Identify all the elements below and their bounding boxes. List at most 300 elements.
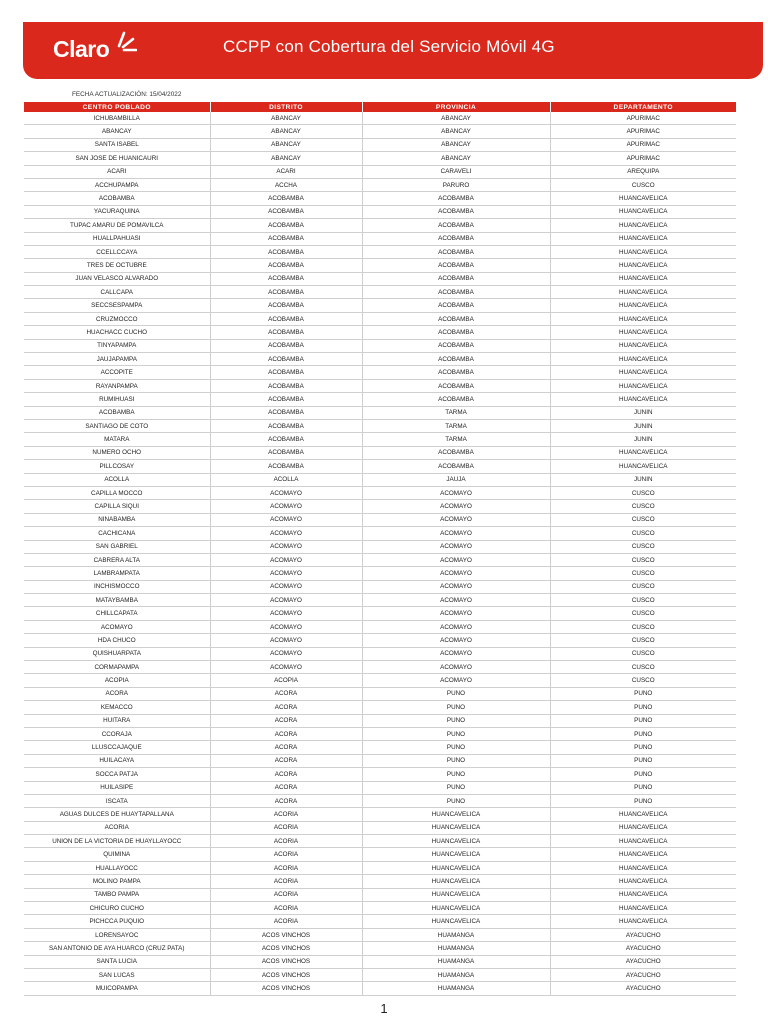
provincia-cell: ACOMAYO — [362, 540, 550, 553]
departamento-cell: HUANCAVELICA — [550, 299, 736, 312]
distrito-cell: ACOS VINCHOS — [210, 969, 362, 982]
distrito-cell: ACOBAMBA — [210, 419, 362, 432]
centro-poblado-cell: ACOBAMBA — [24, 192, 210, 205]
page-title: CCPP con Cobertura del Servicio Móvil 4G — [223, 37, 555, 56]
provincia-cell: ACOBAMBA — [362, 326, 550, 339]
distrito-cell: ACOBAMBA — [210, 245, 362, 258]
provincia-cell: ACOBAMBA — [362, 339, 550, 352]
provincia-cell: HUAMANGA — [362, 942, 550, 955]
distrito-cell: ABANCAY — [210, 138, 362, 151]
table-row — [24, 915, 736, 928]
centro-poblado-cell: ACORA — [24, 687, 210, 700]
distrito-cell: ACOMAYO — [210, 594, 362, 607]
provincia-cell: HUANCAVELICA — [362, 902, 550, 915]
distrito-cell: ACOBAMBA — [210, 286, 362, 299]
distrito-cell: ACOMAYO — [210, 513, 362, 526]
departamento-cell: APURIMAC — [550, 125, 736, 138]
distrito-cell: ACORIA — [210, 875, 362, 888]
centro-poblado-cell: LORENSAYOC — [24, 928, 210, 941]
column-header-provincia: PROVINCIA — [362, 102, 550, 112]
provincia-cell: HUANCAVELICA — [362, 915, 550, 928]
provincia-cell: ACOBAMBA — [362, 299, 550, 312]
departamento-cell: HUANCAVELICA — [550, 286, 736, 299]
centro-poblado-cell: SAN GABRIEL — [24, 540, 210, 553]
distrito-cell: ACORIA — [210, 848, 362, 861]
table-row — [24, 875, 736, 888]
table-body — [24, 112, 736, 995]
departamento-cell: PUNO — [550, 714, 736, 727]
provincia-cell: ACOMAYO — [362, 647, 550, 660]
distrito-cell: ACOBAMBA — [210, 339, 362, 352]
distrito-cell: ACORA — [210, 768, 362, 781]
centro-poblado-cell: PICHCCA PUQUIO — [24, 915, 210, 928]
departamento-cell: PUNO — [550, 794, 736, 807]
table-row — [24, 567, 736, 580]
column-header-centro-poblado: CENTRO POBLADO — [24, 102, 210, 112]
departamento-cell: HUANCAVELICA — [550, 446, 736, 459]
distrito-cell: ACOMAYO — [210, 486, 362, 499]
table-row — [24, 661, 736, 674]
provincia-cell: ACOBAMBA — [362, 379, 550, 392]
table-row — [24, 848, 736, 861]
centro-poblado-cell: MUICOPAMPA — [24, 982, 210, 995]
departamento-cell: HUANCAVELICA — [550, 245, 736, 258]
centro-poblado-cell: CHICURO CUCHO — [24, 902, 210, 915]
distrito-cell: ACOBAMBA — [210, 406, 362, 419]
distrito-cell: ACOBAMBA — [210, 259, 362, 272]
distrito-cell: ACORIA — [210, 888, 362, 901]
centro-poblado-cell: TAMBO PAMPA — [24, 888, 210, 901]
table-row — [24, 620, 736, 633]
distrito-cell: ACOBAMBA — [210, 460, 362, 473]
centro-poblado-cell: TINYAPAMPA — [24, 339, 210, 352]
centro-poblado-cell: SANTA ISABEL — [24, 138, 210, 151]
departamento-cell: APURIMAC — [550, 138, 736, 151]
distrito-cell: ACORIA — [210, 861, 362, 874]
centro-poblado-cell: YACURAQUINA — [24, 205, 210, 218]
departamento-cell: AREQUIPA — [550, 165, 736, 178]
distrito-cell: ABANCAY — [210, 125, 362, 138]
distrito-cell: ACOS VINCHOS — [210, 982, 362, 995]
departamento-cell: HUANCAVELICA — [550, 821, 736, 834]
centro-poblado-cell: MATARA — [24, 433, 210, 446]
table-row — [24, 406, 736, 419]
centro-poblado-cell: KEMACCO — [24, 701, 210, 714]
departamento-cell: AYACUCHO — [550, 955, 736, 968]
update-date: FECHA ACTUALIZACIÓN: 15/04/2022 — [72, 91, 182, 98]
table-row — [24, 607, 736, 620]
distrito-cell: ACOBAMBA — [210, 446, 362, 459]
departamento-cell: HUANCAVELICA — [550, 312, 736, 325]
table-row — [24, 634, 736, 647]
provincia-cell: PUNO — [362, 714, 550, 727]
departamento-cell: AYACUCHO — [550, 928, 736, 941]
distrito-cell: ACOMAYO — [210, 580, 362, 593]
departamento-cell: APURIMAC — [550, 112, 736, 125]
centro-poblado-cell: CACHICANA — [24, 527, 210, 540]
centro-poblado-cell: SAN ANTONIO DE AYA HUARCO (CRUZ PATA) — [24, 942, 210, 955]
provincia-cell: ACOBAMBA — [362, 286, 550, 299]
distrito-cell: ACOMAYO — [210, 620, 362, 633]
departamento-cell: CUSCO — [550, 178, 736, 191]
centro-poblado-cell: TRES DE OCTUBRE — [24, 259, 210, 272]
departamento-cell: PUNO — [550, 727, 736, 740]
distrito-cell: ACORIA — [210, 821, 362, 834]
table-row — [24, 473, 736, 486]
departamento-cell: HUANCAVELICA — [550, 808, 736, 821]
centro-poblado-cell: MATAYBAMBA — [24, 594, 210, 607]
departamento-cell: HUANCAVELICA — [550, 835, 736, 848]
table-row — [24, 245, 736, 258]
centro-poblado-cell: HUALLAYOCC — [24, 861, 210, 874]
provincia-cell: ACOBAMBA — [362, 460, 550, 473]
distrito-cell: ACARI — [210, 165, 362, 178]
provincia-cell: ACOBAMBA — [362, 192, 550, 205]
provincia-cell: ACOMAYO — [362, 500, 550, 513]
table-header-row — [24, 102, 736, 112]
provincia-cell: PUNO — [362, 687, 550, 700]
table-row — [24, 754, 736, 767]
centro-poblado-cell: NUMERO OCHO — [24, 446, 210, 459]
table-row — [24, 192, 736, 205]
departamento-cell: CUSCO — [550, 634, 736, 647]
centro-poblado-cell: ISCATA — [24, 794, 210, 807]
distrito-cell: ACOBAMBA — [210, 433, 362, 446]
centro-poblado-cell: ACOBAMBA — [24, 406, 210, 419]
table-row — [24, 112, 736, 125]
distrito-cell: ACOBAMBA — [210, 353, 362, 366]
provincia-cell: HUANCAVELICA — [362, 821, 550, 834]
departamento-cell: CUSCO — [550, 567, 736, 580]
table-row — [24, 339, 736, 352]
provincia-cell: HUAMANGA — [362, 982, 550, 995]
distrito-cell: ACOBAMBA — [210, 312, 362, 325]
provincia-cell: ABANCAY — [362, 125, 550, 138]
departamento-cell: HUANCAVELICA — [550, 339, 736, 352]
departamento-cell: JUNIN — [550, 419, 736, 432]
table-row — [24, 768, 736, 781]
centro-poblado-cell: HDA CHUCO — [24, 634, 210, 647]
provincia-cell: PUNO — [362, 741, 550, 754]
table-row — [24, 794, 736, 807]
distrito-cell: ACORA — [210, 727, 362, 740]
departamento-cell: AYACUCHO — [550, 982, 736, 995]
centro-poblado-cell: SOCCA PATJA — [24, 768, 210, 781]
departamento-cell: CUSCO — [550, 607, 736, 620]
table-row — [24, 861, 736, 874]
table-row — [24, 366, 736, 379]
distrito-cell: ACOMAYO — [210, 661, 362, 674]
departamento-cell: JUNIN — [550, 473, 736, 486]
table-row — [24, 205, 736, 218]
provincia-cell: PUNO — [362, 781, 550, 794]
distrito-cell: ACOS VINCHOS — [210, 955, 362, 968]
departamento-cell: PUNO — [550, 687, 736, 700]
distrito-cell: ACORA — [210, 781, 362, 794]
table-row — [24, 486, 736, 499]
departamento-cell: CUSCO — [550, 674, 736, 687]
provincia-cell: TARMA — [362, 433, 550, 446]
centro-poblado-cell: LLUSCCAJAQUE — [24, 741, 210, 754]
departamento-cell: CUSCO — [550, 486, 736, 499]
departamento-cell: AYACUCHO — [550, 942, 736, 955]
centro-poblado-cell: ICHUBAMBILLA — [24, 112, 210, 125]
provincia-cell: PUNO — [362, 754, 550, 767]
provincia-cell: ACOMAYO — [362, 527, 550, 540]
departamento-cell: HUANCAVELICA — [550, 219, 736, 232]
claro-rays-icon — [115, 30, 137, 52]
provincia-cell: ACOMAYO — [362, 594, 550, 607]
table-row — [24, 727, 736, 740]
distrito-cell: ACOMAYO — [210, 553, 362, 566]
centro-poblado-cell: SAN JOSE DE HUANICAURI — [24, 152, 210, 165]
table-row — [24, 460, 736, 473]
table-row — [24, 219, 736, 232]
departamento-cell: CUSCO — [550, 500, 736, 513]
distrito-cell: ACOMAYO — [210, 634, 362, 647]
departamento-cell: HUANCAVELICA — [550, 232, 736, 245]
provincia-cell: ACOMAYO — [362, 620, 550, 633]
provincia-cell: ACOBAMBA — [362, 312, 550, 325]
centro-poblado-cell: CRUZMOCCO — [24, 312, 210, 325]
centro-poblado-cell: RUMIHUASI — [24, 393, 210, 406]
table-row — [24, 982, 736, 995]
centro-poblado-cell: ACOLLA — [24, 473, 210, 486]
provincia-cell: PUNO — [362, 794, 550, 807]
departamento-cell: CUSCO — [550, 594, 736, 607]
centro-poblado-cell: SANTIAGO DE COTO — [24, 419, 210, 432]
departamento-cell: HUANCAVELICA — [550, 875, 736, 888]
distrito-cell: ACOLLA — [210, 473, 362, 486]
table-row — [24, 928, 736, 941]
provincia-cell: ACOMAYO — [362, 580, 550, 593]
centro-poblado-cell: JAUJAPAMPA — [24, 353, 210, 366]
distrito-cell: ACOBAMBA — [210, 205, 362, 218]
table-row — [24, 701, 736, 714]
table-row — [24, 259, 736, 272]
distrito-cell: ACOMAYO — [210, 567, 362, 580]
table-row — [24, 125, 736, 138]
distrito-cell: ACORA — [210, 741, 362, 754]
provincia-cell: ACOBAMBA — [362, 205, 550, 218]
table-row — [24, 446, 736, 459]
distrito-cell: ACOBAMBA — [210, 192, 362, 205]
centro-poblado-cell: ACCOPITE — [24, 366, 210, 379]
provincia-cell: HUANCAVELICA — [362, 888, 550, 901]
centro-poblado-cell: ACOMAYO — [24, 620, 210, 633]
centro-poblado-cell: QUIMINA — [24, 848, 210, 861]
departamento-cell: PUNO — [550, 768, 736, 781]
departamento-cell: HUANCAVELICA — [550, 366, 736, 379]
centro-poblado-cell: CAPILLA SIQUI — [24, 500, 210, 513]
table-row — [24, 594, 736, 607]
provincia-cell: ACOBAMBA — [362, 393, 550, 406]
departamento-cell: JUNIN — [550, 406, 736, 419]
departamento-cell: JUNIN — [550, 433, 736, 446]
distrito-cell: ACORA — [210, 754, 362, 767]
table-row — [24, 286, 736, 299]
distrito-cell: ACORIA — [210, 902, 362, 915]
column-header-distrito: DISTRITO — [210, 102, 362, 112]
departamento-cell: CUSCO — [550, 527, 736, 540]
departamento-cell: CUSCO — [550, 540, 736, 553]
departamento-cell: HUANCAVELICA — [550, 393, 736, 406]
provincia-cell: ACOBAMBA — [362, 366, 550, 379]
table-row — [24, 942, 736, 955]
provincia-cell: HUANCAVELICA — [362, 861, 550, 874]
distrito-cell: ACOBAMBA — [210, 232, 362, 245]
provincia-cell: ACOMAYO — [362, 513, 550, 526]
centro-poblado-cell: RAYANPAMPA — [24, 379, 210, 392]
provincia-cell: HUANCAVELICA — [362, 848, 550, 861]
departamento-cell: HUANCAVELICA — [550, 192, 736, 205]
provincia-cell: ACOMAYO — [362, 567, 550, 580]
provincia-cell: HUAMANGA — [362, 928, 550, 941]
departamento-cell: HUANCAVELICA — [550, 460, 736, 473]
departamento-cell: HUANCAVELICA — [550, 353, 736, 366]
centro-poblado-cell: ACOPIA — [24, 674, 210, 687]
distrito-cell: ABANCAY — [210, 112, 362, 125]
provincia-cell: PUNO — [362, 727, 550, 740]
provincia-cell: ACOMAYO — [362, 607, 550, 620]
departamento-cell: APURIMAC — [550, 152, 736, 165]
centro-poblado-cell: MOLINO PAMPA — [24, 875, 210, 888]
provincia-cell: ACOMAYO — [362, 486, 550, 499]
departamento-cell: HUANCAVELICA — [550, 326, 736, 339]
centro-poblado-cell: SAN LUCAS — [24, 969, 210, 982]
table-row — [24, 902, 736, 915]
header-banner — [23, 22, 763, 79]
centro-poblado-cell: UNION DE LA VICTORIA DE HUAYLLAYOCC — [24, 835, 210, 848]
distrito-cell: ACOMAYO — [210, 500, 362, 513]
centro-poblado-cell: HUALLPAHUASI — [24, 232, 210, 245]
centro-poblado-cell: ACCHUPAMPA — [24, 178, 210, 191]
table-row — [24, 353, 736, 366]
table-row — [24, 500, 736, 513]
table-row — [24, 433, 736, 446]
centro-poblado-cell: SECCSESPAMPA — [24, 299, 210, 312]
table-row — [24, 393, 736, 406]
provincia-cell: TARMA — [362, 419, 550, 432]
departamento-cell: HUANCAVELICA — [550, 272, 736, 285]
table-row — [24, 674, 736, 687]
centro-poblado-cell: NINABAMBA — [24, 513, 210, 526]
table-row — [24, 272, 736, 285]
distrito-cell: ACOS VINCHOS — [210, 942, 362, 955]
centro-poblado-cell: AGUAS DULCES DE HUAYTAPALLANA — [24, 808, 210, 821]
centro-poblado-cell: CCORAJA — [24, 727, 210, 740]
provincia-cell: ACOBAMBA — [362, 353, 550, 366]
departamento-cell: HUANCAVELICA — [550, 861, 736, 874]
distrito-cell: ACOMAYO — [210, 540, 362, 553]
provincia-cell: ACOBAMBA — [362, 446, 550, 459]
centro-poblado-cell: ACORIA — [24, 821, 210, 834]
centro-poblado-cell: SANTA LUCIA — [24, 955, 210, 968]
table-row — [24, 835, 736, 848]
provincia-cell: HUAMANGA — [362, 955, 550, 968]
departamento-cell: CUSCO — [550, 553, 736, 566]
departamento-cell: HUANCAVELICA — [550, 902, 736, 915]
distrito-cell: ACORIA — [210, 808, 362, 821]
centro-poblado-cell: ABANCAY — [24, 125, 210, 138]
table-row — [24, 714, 736, 727]
provincia-cell: HUANCAVELICA — [362, 875, 550, 888]
table-row — [24, 513, 736, 526]
table-row — [24, 299, 736, 312]
table-row — [24, 152, 736, 165]
centro-poblado-cell: HUITARA — [24, 714, 210, 727]
distrito-cell: ACOBAMBA — [210, 393, 362, 406]
table-row — [24, 540, 736, 553]
departamento-cell: PUNO — [550, 701, 736, 714]
departamento-cell: CUSCO — [550, 647, 736, 660]
distrito-cell: ACORA — [210, 701, 362, 714]
distrito-cell: ACORIA — [210, 915, 362, 928]
centro-poblado-cell: HUACHACC CUCHO — [24, 326, 210, 339]
table-row — [24, 138, 736, 151]
brand-name: Claro — [53, 36, 110, 62]
departamento-cell: AYACUCHO — [550, 969, 736, 982]
distrito-cell: ACORIA — [210, 835, 362, 848]
column-header-departamento: DEPARTAMENTO — [550, 102, 736, 112]
page-number: 1 — [380, 1001, 388, 1016]
provincia-cell: HUANCAVELICA — [362, 835, 550, 848]
distrito-cell: ACORA — [210, 687, 362, 700]
departamento-cell: HUANCAVELICA — [550, 915, 736, 928]
centro-poblado-cell: INCHISMOCCO — [24, 580, 210, 593]
table-row — [24, 232, 736, 245]
table-row — [24, 969, 736, 982]
provincia-cell: PUNO — [362, 701, 550, 714]
table-row — [24, 955, 736, 968]
provincia-cell: ACOBAMBA — [362, 272, 550, 285]
centro-poblado-cell: TUPAC AMARU DE POMAVILCA — [24, 219, 210, 232]
distrito-cell: ACOPIA — [210, 674, 362, 687]
table-row — [24, 808, 736, 821]
distrito-cell: ACOBAMBA — [210, 219, 362, 232]
centro-poblado-cell: CABRERA ALTA — [24, 553, 210, 566]
distrito-cell: ABANCAY — [210, 152, 362, 165]
departamento-cell: CUSCO — [550, 580, 736, 593]
provincia-cell: HUAMANGA — [362, 969, 550, 982]
departamento-cell: PUNO — [550, 781, 736, 794]
departamento-cell: PUNO — [550, 754, 736, 767]
provincia-cell: ABANCAY — [362, 112, 550, 125]
distrito-cell: ACOMAYO — [210, 607, 362, 620]
centro-poblado-cell: CORMAPAMPA — [24, 661, 210, 674]
provincia-cell: PUNO — [362, 768, 550, 781]
provincia-cell: ACOMAYO — [362, 634, 550, 647]
distrito-cell: ACOBAMBA — [210, 299, 362, 312]
table-row — [24, 527, 736, 540]
centro-poblado-cell: CCELLCCAYA — [24, 245, 210, 258]
table-row — [24, 419, 736, 432]
departamento-cell: CUSCO — [550, 661, 736, 674]
table-row — [24, 741, 736, 754]
departamento-cell: HUANCAVELICA — [550, 259, 736, 272]
provincia-cell: ABANCAY — [362, 138, 550, 151]
provincia-cell: CARAVELI — [362, 165, 550, 178]
provincia-cell: JAUJA — [362, 473, 550, 486]
table-row — [24, 379, 736, 392]
departamento-cell: CUSCO — [550, 513, 736, 526]
distrito-cell: ACOBAMBA — [210, 272, 362, 285]
centro-poblado-cell: QUISHUARPATA — [24, 647, 210, 660]
departamento-cell: HUANCAVELICA — [550, 205, 736, 218]
centro-poblado-cell: ACARI — [24, 165, 210, 178]
provincia-cell: ACOMAYO — [362, 661, 550, 674]
centro-poblado-cell: CALLCAPA — [24, 286, 210, 299]
